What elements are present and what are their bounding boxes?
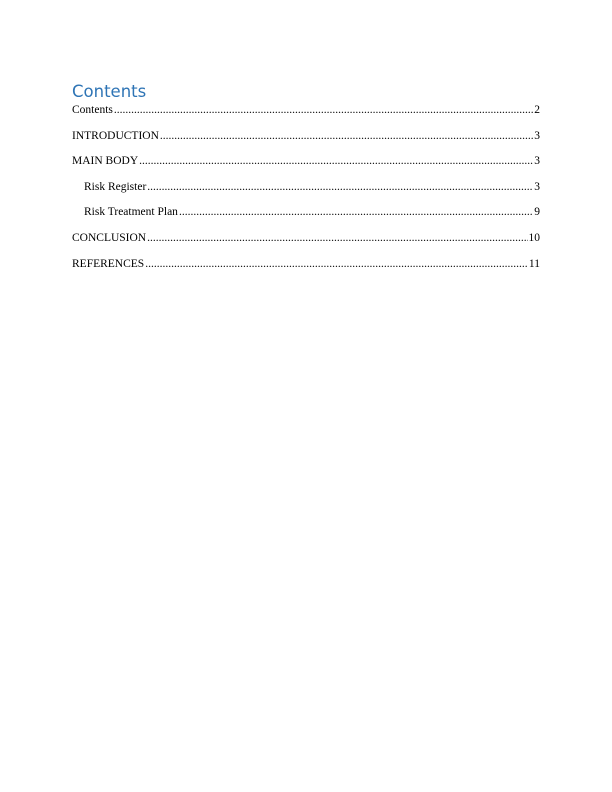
toc-entry-text: MAIN BODY — [72, 155, 139, 168]
toc-dot-leader — [114, 102, 533, 118]
toc-dot-leader — [147, 179, 533, 195]
toc-page-number: 3 — [534, 155, 540, 168]
toc-entry-risk-treatment-plan[interactable] — [72, 204, 540, 220]
toc-entry-introduction[interactable] — [72, 128, 540, 144]
toc-entry-text: REFERENCES — [72, 257, 145, 270]
toc-entry-risk-register[interactable] — [72, 179, 540, 195]
toc-entry-text: Contents — [72, 104, 113, 116]
toc-dot-leader — [179, 204, 533, 220]
toc-entry-references[interactable] — [72, 256, 540, 272]
toc-page-number: 3 — [534, 180, 540, 193]
toc-entry-main-body[interactable] — [72, 153, 540, 169]
toc-entry-text: CONCLUSION — [72, 231, 147, 244]
toc-entry-text: Risk Register — [84, 180, 147, 193]
table-of-contents — [72, 102, 540, 281]
toc-page-number: 9 — [534, 206, 540, 219]
toc-page-number: 3 — [534, 129, 540, 142]
toc-dot-leader — [147, 230, 527, 246]
toc-heading: Contents — [72, 82, 147, 101]
toc-dot-leader — [145, 256, 528, 272]
toc-page-number: 10 — [528, 231, 540, 244]
toc-entry-text: INTRODUCTION — [72, 129, 159, 142]
toc-entry-text: Risk Treatment Plan — [84, 206, 178, 219]
toc-dot-leader — [139, 153, 533, 169]
toc-page-number: 2 — [534, 104, 540, 116]
toc-dot-leader — [160, 128, 533, 144]
toc-entry-conclusion[interactable] — [72, 230, 540, 246]
toc-page-number: 11 — [528, 257, 540, 270]
toc-entry-contents[interactable] — [72, 102, 540, 118]
